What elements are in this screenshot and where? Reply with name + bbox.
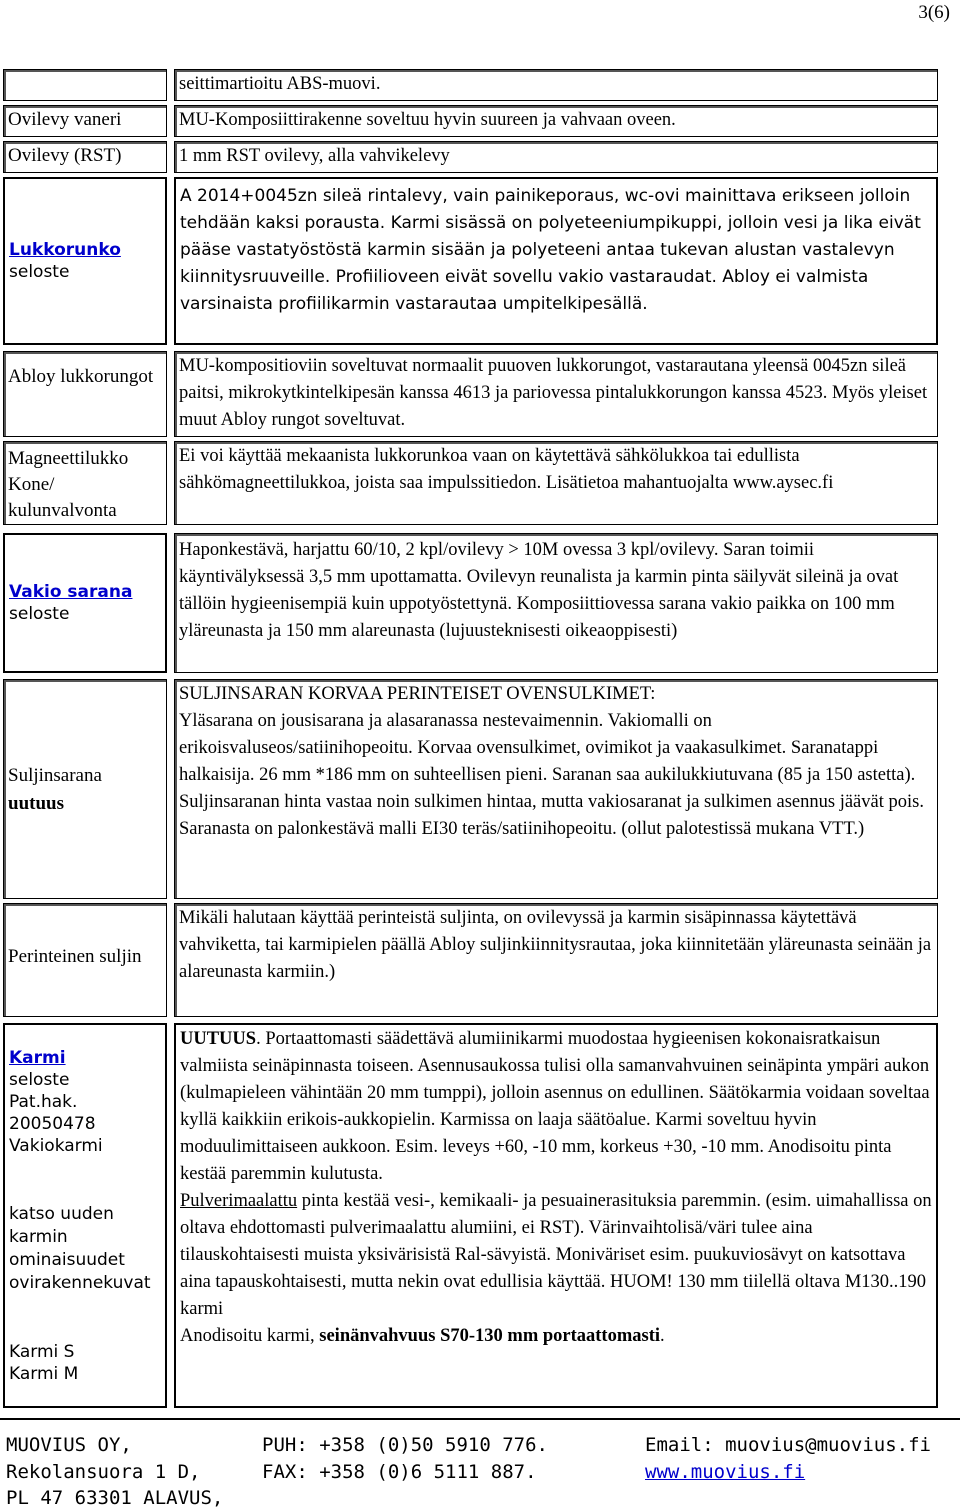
lukkorunko-link[interactable]: Lukkorunko [9, 240, 121, 260]
karmi-link[interactable]: Karmi [9, 1048, 66, 1068]
right-cell-perinteinen: Mikäli halutaan käyttää perinteistä suljinta, on ovilevyssä ja karmin sisäpinnassa käytettävä vahviketta, tai karmipielen päällä Abloy suljinkiinnitysrautaa, joka kiinnitetään yläreunasta seinään ja alareunasta karmiin.) [174, 903, 938, 1017]
suljinsarana-label: Suljinsarana [8, 765, 102, 786]
footer-email: Email: muovius@muovius.fi [645, 1434, 931, 1456]
karmi-text2: pinta kestää vesi-, kemikaali- ja pesuainerasituksia paremmin. (esim. uimahallissa on oltava ehdottomasti pulverimaalattu alumiini, ei RST). Värinvaihtolisä/väri tulee aina tilauskohtaisesti muista yksivärisistä Ral-sävyistä. Moniväriset esim. puukuviosävyt on katsottava aina tapauskohtaisesti, mutta nekin ovat edullisia käyttää. HUOM! 130 mm tiilellä oltava M130..190 karmi [180, 1191, 932, 1319]
footer-company: MUOVIUS OY, [6, 1434, 132, 1456]
right-cell-abloy: MU-kompositioviin soveltuvat normaalit puuoven lukkorungot, vastarautana yleensä 0045zn sileä paitsi, mikrokytkintelkipesän kanssa 4613 ja pariovessa pintalukkorungon kanssa 4523. Myös yleiset muut Abloy rungot soveltuvat. [174, 351, 938, 437]
left-cell-karmi [3, 1023, 167, 1408]
footer-fax: FAX: +358 (0)6 5111 887. [262, 1461, 537, 1483]
left-cell-vakio-sarana [3, 533, 167, 673]
right-cell-rst: 1 mm RST ovilevy, alla vahvikelevy [174, 141, 938, 173]
right-cell-vakio-sarana: Haponkestävä, harjattu 60/10, 2 kpl/ovilevy > 10M ovessa 3 kpl/ovilevy. Saran toimii käyntivälyksessä 3,5 mm upottamatta. Ovilevyn reunalista ja karmin pinta säilyvät sileinä ja ovat tällöin hygieenisempiä kuin uppotyöstettynä. Komposiittiovessa sarana vakio paikka on 100 mm yläreunasta ja 150 mm alareunasta (lujuusteknisesti oikeaoppisesti) [174, 533, 938, 673]
footer-divider [0, 1418, 960, 1420]
karmi-pulveri: Pulverimaalattu [180, 1191, 298, 1211]
karmi-pat: Pat.hak. 20050478 [9, 1092, 96, 1134]
right-cell-lukkorunko [174, 177, 938, 345]
footer-po: PL 47 63301 ALAVUS, [6, 1487, 224, 1509]
left-cell-magneetti: Magneettilukko Kone/ kulunvalvonta [3, 441, 167, 525]
left-cell-perinteinen: Perinteinen suljin [3, 903, 167, 1017]
left-cell-lukkorunko [3, 177, 167, 345]
karmi-s: Karmi S [9, 1342, 75, 1362]
right-cell-suljinsarana [174, 679, 938, 899]
right-cell-abs: seittimartioitu ABS-muovi. [174, 69, 938, 101]
vakio-sarana-link[interactable]: Vakio sarana [9, 582, 133, 602]
lukkorunko-text: A 2014+0045zn sileä rintalevy, vain painikeporaus, wc-ovi mainittava erikseen jolloin tehdään kaksi porausta. Karmi sisässä on polyeteeniumpikuppi, jolloin vesi ja lika eivät pääse vastatyöstöstä karmin sisään ja polyeteeni antaa tukevan alustan vastalevyn kiinnitysruuveille. Profiilioveen eivät sovellu vakio vastaraudat. Abloy ei valmista varsinaista profiilikarmin vastarautaa umpitelkipesällä. [180, 186, 921, 314]
right-cell-karmi [174, 1023, 938, 1408]
karmi-vakiokarmi: Vakiokarmi [9, 1136, 103, 1156]
page-number: 3(6) [918, 2, 950, 23]
karmi-katso: katso uuden karmin ominaisuudet ovirakennekuvat [9, 1204, 151, 1293]
left-cell-abloy: Abloy lukkorungot [3, 351, 167, 437]
suljinsarana-uutuus: uutuus [8, 793, 64, 814]
karmi-text1: . Portaattomasti säädettävä alumiinikarmi muodostaa hygieenisen kokonaisratkaisun valmiista seinäpinnasta toiseen. Asennusaukossa tulisi olla samanvahvuinen seinäpinta ympäri aukon (kulmapieleen vähintään 20 mm tumppi), jolloin asennus on edullinen. Säätökarmia voidaan soveltaa kyllä kaikkiin erikois-aukkopielin. Karmissa on laaja säätöalue. Karmi soveltuu hyvin moduulimittaiseen aukkoon. Esim. leveys +60, -10 mm, korkeus +30, -10 mm. Anodisoitu pinta kestää paremmin kulutusta. [180, 1029, 930, 1184]
lukkorunko-seloste: seloste [9, 262, 70, 282]
left-cell-ovilevy-vaneri: Ovilevy vaneri [3, 105, 167, 137]
left-cell-suljinsarana [3, 679, 167, 899]
footer-phone: PUH: +358 (0)50 5910 776. [262, 1434, 548, 1456]
karmi-last-plain: Anodisoitu karmi, [180, 1326, 320, 1346]
left-cell-ovilevy-rst: Ovilevy (RST) [3, 141, 167, 173]
karmi-uutuus: UUTUUS [180, 1029, 257, 1049]
suljinsarana-heading: SULJINSARAN KORVAA PERINTEISET OVENSULKIMET: [179, 684, 656, 704]
karmi-last-end: . [660, 1326, 665, 1346]
karmi-last-bold: seinänvahvuus S70-130 mm portaattomasti [319, 1326, 660, 1346]
vakio-sarana-seloste: seloste [9, 604, 70, 624]
karmi-m: Karmi M [9, 1364, 79, 1384]
left-cell-empty [3, 69, 167, 101]
karmi-seloste: seloste [9, 1070, 70, 1090]
footer-street: Rekolansuora 1 D, [6, 1461, 201, 1483]
right-cell-magneetti: Ei voi käyttää mekaanista lukkorunkoa vaan on käytettävä sähkölukkoa tai edullista sähkömagneettilukkoa, joista saa impulssitiedon. Lisätietoa mahantuojalta www.aysec.fi [174, 441, 938, 525]
suljinsarana-text: Yläsarana on jousisarana ja alasaranassa nestevaimennin. Vakiomalli on erikoisvaluseos/satiinihopeoitu. Korvaa ovensulkimet, ovimikot ja vaakasulkimet. Saranatappi halkaisija. 26 mm *186 mm on suhteellisen pieni. Saranan saa aukilukkiutuvana (85 ja 150 astetta). Suljinsaranan hinta vastaa noin sulkimen hintaa, mutta vakiosaranat ja sulkimen asennus jäävät pois. Saranasta on palonkestävä malli EI30 teräs/satiinihopeoitu. (ollut palotestissä mukana VTT.) [179, 711, 924, 839]
right-cell-vaneri: MU-Komposiittirakenne soveltuu hyvin suureen ja vahvaan oveen. [174, 105, 938, 137]
footer-web-link[interactable]: www.muovius.fi [645, 1461, 806, 1483]
